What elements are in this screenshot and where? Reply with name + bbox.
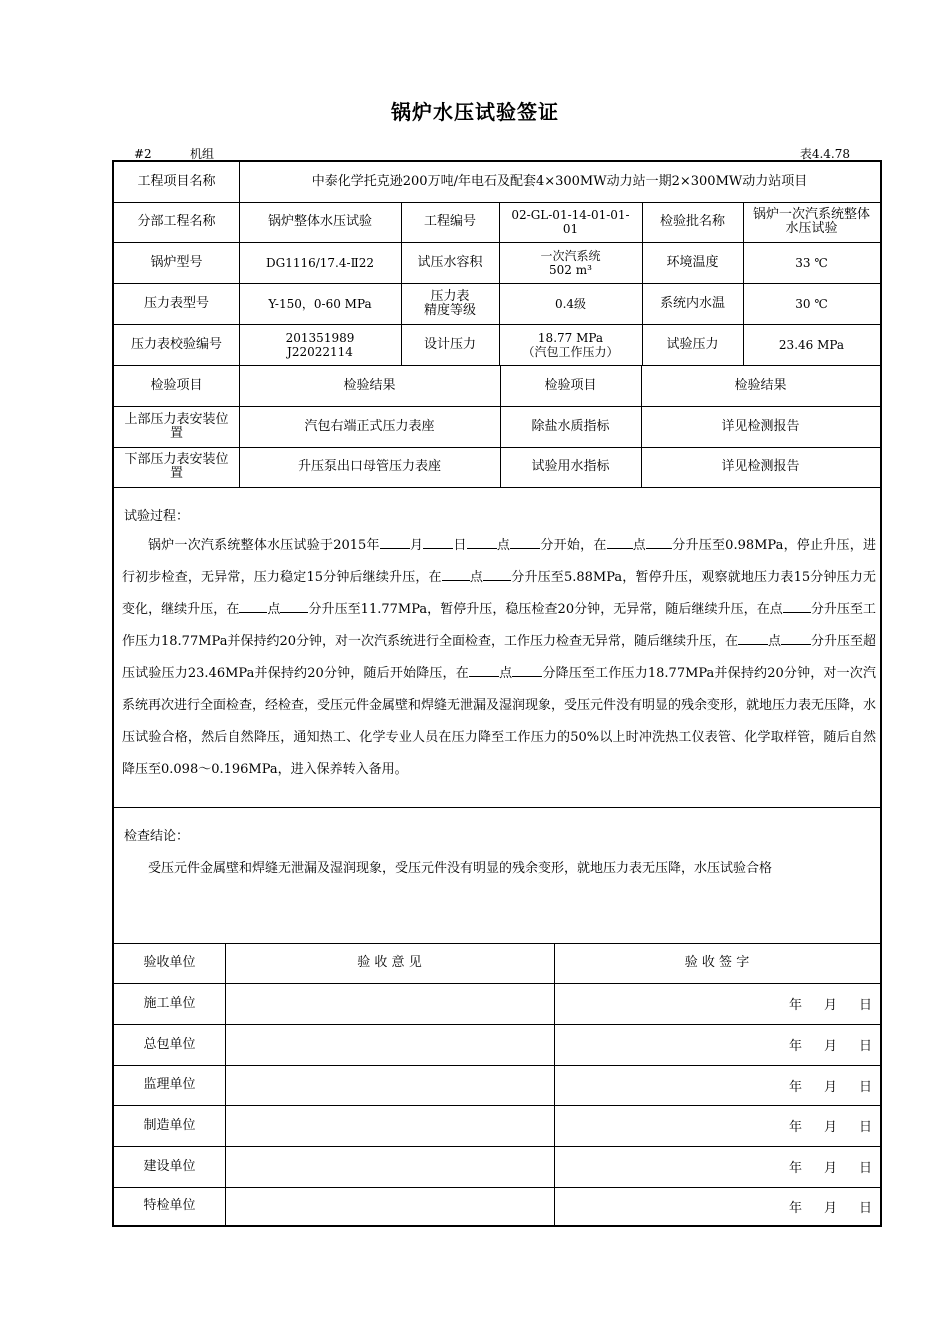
gauge-accuracy-label: 压力表 精度等级 (423, 288, 476, 318)
boiler-model-value: DG1116/17.4-Ⅱ22 (266, 255, 374, 270)
gauge-model-label: 压力表型号 (143, 295, 209, 311)
water-volume-value: 一次汽系统 502 m³ (540, 248, 601, 277)
desalted-water-label: 除盐水质指标 (531, 418, 610, 434)
upper-gauge-label: 上部压力表安装位置 (124, 411, 229, 441)
sign-date: 年 月 日 (788, 1161, 872, 1176)
water-temp-value: 30 ℃ (795, 296, 828, 311)
sub-project-value: 锅炉整体水压试验 (267, 214, 372, 229)
test-pressure-value: 23.46 MPa (778, 337, 845, 352)
project-no-value: 02-GL-01-14-01-01-01 (511, 208, 630, 236)
project-no-label: 工程编号 (423, 214, 476, 229)
sub-project-label: 分部工程名称 (137, 214, 216, 229)
unit-owner: 建设单位 (143, 1158, 196, 1174)
sign-date: 年 月 日 (788, 1039, 872, 1054)
batch-name-value: 锅炉一次汽系统整体水压试验 (752, 207, 870, 236)
project-name-label: 工程项目名称 (137, 174, 216, 189)
test-water-value: 详见检测报告 (721, 459, 800, 474)
test-pressure-label: 试验压力 (666, 336, 719, 352)
acceptance-unit-header: 验收单位 (143, 955, 196, 970)
inspection-item-header: 检验项目 (150, 377, 203, 393)
design-pressure-label: 设计压力 (423, 336, 476, 352)
unit-supervision: 监理单位 (143, 1077, 196, 1092)
lower-gauge-label: 下部压力表安装位置 (124, 452, 229, 481)
test-water-label: 试验用水指标 (531, 459, 610, 474)
unit-special-inspection: 特检单位 (143, 1198, 196, 1213)
process-text: 锅炉一次汽系统整体水压试验于2015年 月 日 点 分开始，在 点 分升压至0.98MPa，停止升压，进行初步检查，无异常，压力稳定15分钟后继续升压，在 点 分升压至5.88MPa，暂停升压，观察就地压力表15分钟压力无变化，继续升压，在 点 分升压至11.77MPa，暂停升压，稳压检查20分钟，无异常，随后继续升压，在点 分升压至工作压力18.77MPa并保持约20分钟，对一次汽系统进行全面检查，工作压力检查无异常，随后继续升压，在 点 分升压至超压试验压力23.46MPa并保持约20分钟，随后开始降压，在 点 分降压至工作压力18.77MPa并保持约20分钟，对一次汽系统再次进行全面检查，经检查，受压元件金属壁和焊缝无泄漏及湿润现象，受压元件没有明显的残余变形，就地压力表无压降，水压试验合格，然后自然降压，通知热工、化学专业人员在压力降至工作压力的50%以上时冲洗热工仪表管、化学取样管，随后自然降压至0.098～0.196MPa，进入保养转入备用。 (122, 530, 876, 786)
gauge-model-value: Y-150，0-60 MPa (268, 296, 372, 311)
sign-date: 年 月 日 (788, 998, 872, 1013)
conclusion-text: 受压元件金属壁和焊缝无泄漏及湿润现象，受压元件没有明显的残余变形，就地压力表无压降，水压试验合格 (148, 861, 773, 876)
lower-gauge-value: 升压泵出口母管压力表座 (297, 459, 441, 474)
inspection-form (112, 160, 882, 1227)
sign-date: 年 月 日 (788, 1200, 872, 1216)
inspection-result-header-2: 检验结果 (734, 377, 787, 393)
process-label: 试验过程： (124, 509, 190, 524)
acceptance-opinion-header: 验 收 意 见 (357, 955, 422, 970)
water-temp-label: 系统内水温 (659, 295, 725, 311)
desalted-water-value: 详见检测报告 (721, 418, 800, 434)
calibration-no-value: 201351989 J22022114 (285, 330, 355, 359)
sign-date: 年 月 日 (788, 1079, 872, 1095)
project-name-value: 中泰化学托克逊200万吨/年电石及配套4×300MW动力站一期2×300MW动力站项目 (311, 174, 808, 189)
sign-date: 年 月 日 (788, 1120, 872, 1135)
inspection-result-header: 检验结果 (343, 377, 396, 393)
batch-name-label: 检验批名称 (659, 214, 725, 229)
unit-construction: 施工单位 (143, 995, 196, 1011)
unit-manufacturer: 制造单位 (143, 1117, 196, 1133)
boiler-model-label: 锅炉型号 (150, 254, 203, 270)
form-number: 表4.4.78 (799, 147, 850, 161)
ambient-temp-label: 环境温度 (666, 254, 719, 270)
water-volume-label: 试压水容积 (417, 254, 483, 270)
acceptance-sign-header: 验 收 签 字 (684, 955, 750, 970)
unit-number: #2 机组 (120, 145, 214, 162)
conclusion-label: 检查结论： (124, 829, 190, 844)
design-pressure-value: 18.77 MPa （汽包工作压力） (522, 330, 619, 359)
inspection-item-header-2: 检验项目 (544, 377, 597, 393)
gauge-accuracy-value: 0.4级 (554, 296, 587, 311)
page-title: 锅炉水压试验签证 (391, 100, 559, 124)
calibration-no-label: 压力表校验编号 (130, 336, 222, 352)
upper-gauge-value: 汽包右端正式压力表座 (304, 418, 435, 434)
ambient-temp-value: 33 ℃ (795, 255, 828, 270)
unit-general-contractor: 总包单位 (143, 1036, 196, 1052)
